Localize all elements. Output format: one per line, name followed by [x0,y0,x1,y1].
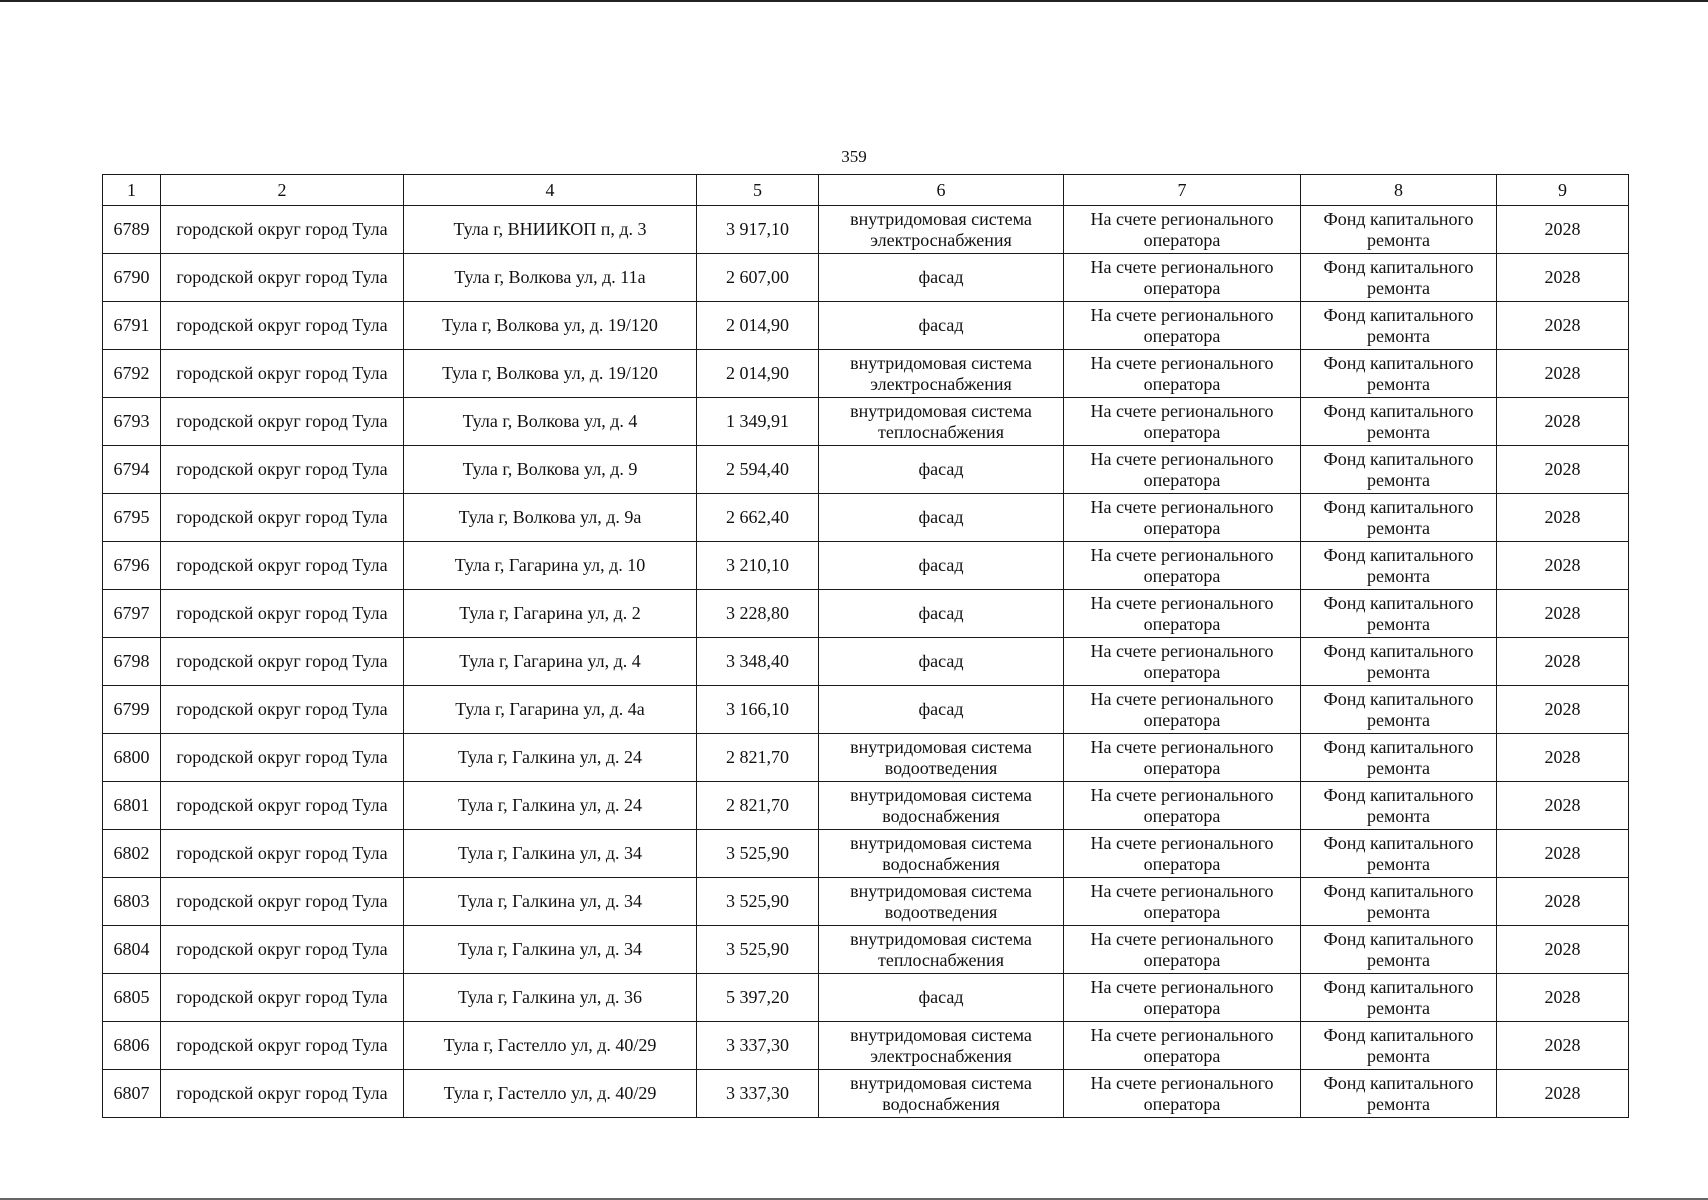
cell-municipality: городской округ город Тула [161,350,404,398]
cell-work-type: фасад [819,446,1064,494]
cell-work-type: внутридомовая система водоснабжения [819,782,1064,830]
cell-row-number: 6800 [103,734,161,782]
cell-address: Тула г, Галкина ул, д. 34 [404,830,697,878]
cell-fund-account: На счете регионального оператора [1064,206,1301,254]
cell-year: 2028 [1497,398,1629,446]
scan-edge-top [0,0,1708,2]
cell-row-number: 6805 [103,974,161,1022]
column-header: 6 [819,175,1064,206]
cell-work-type: внутридомовая система электроснабжения [819,350,1064,398]
cell-municipality: городской округ город Тула [161,734,404,782]
cell-address: Тула г, Волкова ул, д. 11а [404,254,697,302]
cell-row-number: 6806 [103,1022,161,1070]
cell-municipality: городской округ город Тула [161,398,404,446]
cell-work-type: фасад [819,974,1064,1022]
cell-fund-account: На счете регионального оператора [1064,494,1301,542]
table-row [103,542,1629,590]
cell-area: 1 349,91 [697,398,819,446]
cell-funding-source: Фонд капитального ремонта [1301,206,1497,254]
table-row [103,734,1629,782]
cell-year: 2028 [1497,1070,1629,1118]
cell-fund-account: На счете регионального оператора [1064,302,1301,350]
cell-work-type: фасад [819,638,1064,686]
cell-work-type: внутридомовая система электроснабжения [819,1022,1064,1070]
cell-area: 3 525,90 [697,926,819,974]
table-row [103,1070,1629,1118]
cell-municipality: городской округ город Тула [161,446,404,494]
cell-municipality: городской округ город Тула [161,686,404,734]
table-row [103,446,1629,494]
cell-address: Тула г, Волкова ул, д. 4 [404,398,697,446]
cell-municipality: городской округ город Тула [161,782,404,830]
cell-work-type: внутридомовая система водоотведения [819,878,1064,926]
table-row [103,590,1629,638]
cell-area: 2 607,00 [697,254,819,302]
cell-row-number: 6789 [103,206,161,254]
table-row [103,494,1629,542]
column-header: 7 [1064,175,1301,206]
cell-row-number: 6797 [103,590,161,638]
column-header: 5 [697,175,819,206]
cell-address: Тула г, Гастелло ул, д. 40/29 [404,1022,697,1070]
table-row [103,206,1629,254]
cell-fund-account: На счете регионального оператора [1064,926,1301,974]
cell-fund-account: На счете регионального оператора [1064,1022,1301,1070]
cell-work-type: фасад [819,302,1064,350]
cell-area: 3 228,80 [697,590,819,638]
cell-municipality: городской округ город Тула [161,590,404,638]
cell-area: 3 210,10 [697,542,819,590]
cell-work-type: фасад [819,686,1064,734]
cell-year: 2028 [1497,782,1629,830]
cell-municipality: городской округ город Тула [161,638,404,686]
cell-year: 2028 [1497,302,1629,350]
cell-address: Тула г, Гагарина ул, д. 4а [404,686,697,734]
cell-address: Тула г, ВНИИКОП п, д. 3 [404,206,697,254]
cell-fund-account: На счете регионального оператора [1064,446,1301,494]
cell-municipality: городской округ город Тула [161,1022,404,1070]
table-body [103,206,1629,1118]
cell-row-number: 6792 [103,350,161,398]
cell-funding-source: Фонд капитального ремонта [1301,782,1497,830]
cell-address: Тула г, Гастелло ул, д. 40/29 [404,1070,697,1118]
column-header: 2 [161,175,404,206]
cell-funding-source: Фонд капитального ремонта [1301,302,1497,350]
cell-address: Тула г, Волкова ул, д. 9 [404,446,697,494]
cell-work-type: внутридомовая система водоотведения [819,734,1064,782]
cell-municipality: городской округ город Тула [161,494,404,542]
table-row [103,782,1629,830]
cell-work-type: фасад [819,542,1064,590]
cell-work-type: внутридомовая система водоснабжения [819,1070,1064,1118]
cell-work-type: фасад [819,494,1064,542]
cell-address: Тула г, Гагарина ул, д. 2 [404,590,697,638]
cell-year: 2028 [1497,686,1629,734]
cell-area: 3 337,30 [697,1070,819,1118]
cell-row-number: 6796 [103,542,161,590]
cell-funding-source: Фонд капитального ремонта [1301,446,1497,494]
cell-year: 2028 [1497,254,1629,302]
cell-funding-source: Фонд капитального ремонта [1301,974,1497,1022]
column-header: 9 [1497,175,1629,206]
cell-work-type: фасад [819,590,1064,638]
cell-funding-source: Фонд капитального ремонта [1301,590,1497,638]
cell-funding-source: Фонд капитального ремонта [1301,1070,1497,1118]
cell-year: 2028 [1497,494,1629,542]
cell-fund-account: На счете регионального оператора [1064,398,1301,446]
cell-year: 2028 [1497,974,1629,1022]
header-row [103,175,1629,206]
cell-address: Тула г, Галкина ул, д. 34 [404,926,697,974]
cell-row-number: 6790 [103,254,161,302]
table-row [103,638,1629,686]
table-row [103,254,1629,302]
cell-address: Тула г, Волкова ул, д. 19/120 [404,350,697,398]
cell-fund-account: На счете регионального оператора [1064,686,1301,734]
cell-year: 2028 [1497,350,1629,398]
cell-area: 2 821,70 [697,734,819,782]
cell-year: 2028 [1497,542,1629,590]
cell-area: 2 821,70 [697,782,819,830]
cell-row-number: 6799 [103,686,161,734]
cell-area: 3 525,90 [697,830,819,878]
cell-municipality: городской округ город Тула [161,206,404,254]
cell-area: 3 348,40 [697,638,819,686]
table-row [103,1022,1629,1070]
cell-funding-source: Фонд капитального ремонта [1301,734,1497,782]
cell-fund-account: На счете регионального оператора [1064,350,1301,398]
cell-work-type: фасад [819,254,1064,302]
cell-fund-account: На счете регионального оператора [1064,254,1301,302]
column-header: 1 [103,175,161,206]
table-row [103,398,1629,446]
cell-fund-account: На счете регионального оператора [1064,974,1301,1022]
cell-year: 2028 [1497,926,1629,974]
cell-area: 2 594,40 [697,446,819,494]
cell-work-type: внутридомовая система теплоснабжения [819,926,1064,974]
cell-address: Тула г, Галкина ул, д. 24 [404,782,697,830]
cell-fund-account: На счете регионального оператора [1064,734,1301,782]
cell-municipality: городской округ город Тула [161,1070,404,1118]
cell-row-number: 6795 [103,494,161,542]
cell-address: Тула г, Волкова ул, д. 19/120 [404,302,697,350]
cell-address: Тула г, Волкова ул, д. 9а [404,494,697,542]
cell-year: 2028 [1497,206,1629,254]
cell-area: 3 917,10 [697,206,819,254]
cell-fund-account: На счете регионального оператора [1064,782,1301,830]
table-row [103,878,1629,926]
column-header: 4 [404,175,697,206]
cell-year: 2028 [1497,590,1629,638]
cell-funding-source: Фонд капитального ремонта [1301,254,1497,302]
cell-work-type: внутридомовая система теплоснабжения [819,398,1064,446]
cell-row-number: 6803 [103,878,161,926]
cell-work-type: внутридомовая система водоснабжения [819,830,1064,878]
cell-municipality: городской округ город Тула [161,302,404,350]
cell-year: 2028 [1497,446,1629,494]
cell-funding-source: Фонд капитального ремонта [1301,494,1497,542]
cell-year: 2028 [1497,638,1629,686]
cell-funding-source: Фонд капитального ремонта [1301,1022,1497,1070]
cell-area: 3 337,30 [697,1022,819,1070]
cell-address: Тула г, Галкина ул, д. 24 [404,734,697,782]
cell-area: 2 662,40 [697,494,819,542]
cell-municipality: городской округ город Тула [161,926,404,974]
cell-row-number: 6794 [103,446,161,494]
cell-funding-source: Фонд капитального ремонта [1301,542,1497,590]
cell-row-number: 6802 [103,830,161,878]
cell-fund-account: На счете регионального оператора [1064,1070,1301,1118]
table-row [103,830,1629,878]
cell-area: 3 166,10 [697,686,819,734]
cell-row-number: 6793 [103,398,161,446]
cell-row-number: 6804 [103,926,161,974]
cell-funding-source: Фонд капитального ремонта [1301,638,1497,686]
cell-work-type: внутридомовая система электроснабжения [819,206,1064,254]
column-header: 8 [1301,175,1497,206]
table-row [103,350,1629,398]
cell-funding-source: Фонд капитального ремонта [1301,350,1497,398]
table-row [103,926,1629,974]
cell-funding-source: Фонд капитального ремонта [1301,398,1497,446]
cell-municipality: городской округ город Тула [161,542,404,590]
register-table [102,174,1629,1118]
table-row [103,686,1629,734]
cell-fund-account: На счете регионального оператора [1064,590,1301,638]
cell-funding-source: Фонд капитального ремонта [1301,878,1497,926]
cell-funding-source: Фонд капитального ремонта [1301,830,1497,878]
cell-year: 2028 [1497,1022,1629,1070]
cell-fund-account: На счете регионального оператора [1064,878,1301,926]
cell-address: Тула г, Галкина ул, д. 36 [404,974,697,1022]
table-row [103,302,1629,350]
cell-municipality: городской округ город Тула [161,878,404,926]
cell-year: 2028 [1497,734,1629,782]
page-number: 359 [841,147,867,166]
table-row [103,974,1629,1022]
cell-funding-source: Фонд капитального ремонта [1301,686,1497,734]
cell-address: Тула г, Галкина ул, д. 34 [404,878,697,926]
cell-fund-account: На счете регионального оператора [1064,830,1301,878]
cell-row-number: 6807 [103,1070,161,1118]
cell-municipality: городской округ город Тула [161,974,404,1022]
cell-fund-account: На счете регионального оператора [1064,638,1301,686]
cell-row-number: 6801 [103,782,161,830]
cell-year: 2028 [1497,878,1629,926]
cell-address: Тула г, Гагарина ул, д. 10 [404,542,697,590]
cell-area: 5 397,20 [697,974,819,1022]
cell-area: 2 014,90 [697,302,819,350]
cell-year: 2028 [1497,830,1629,878]
cell-funding-source: Фонд капитального ремонта [1301,926,1497,974]
cell-fund-account: На счете регионального оператора [1064,542,1301,590]
cell-row-number: 6791 [103,302,161,350]
cell-municipality: городской округ город Тула [161,830,404,878]
cell-address: Тула г, Гагарина ул, д. 4 [404,638,697,686]
cell-municipality: городской округ город Тула [161,254,404,302]
cell-area: 3 525,90 [697,878,819,926]
cell-row-number: 6798 [103,638,161,686]
cell-area: 2 014,90 [697,350,819,398]
